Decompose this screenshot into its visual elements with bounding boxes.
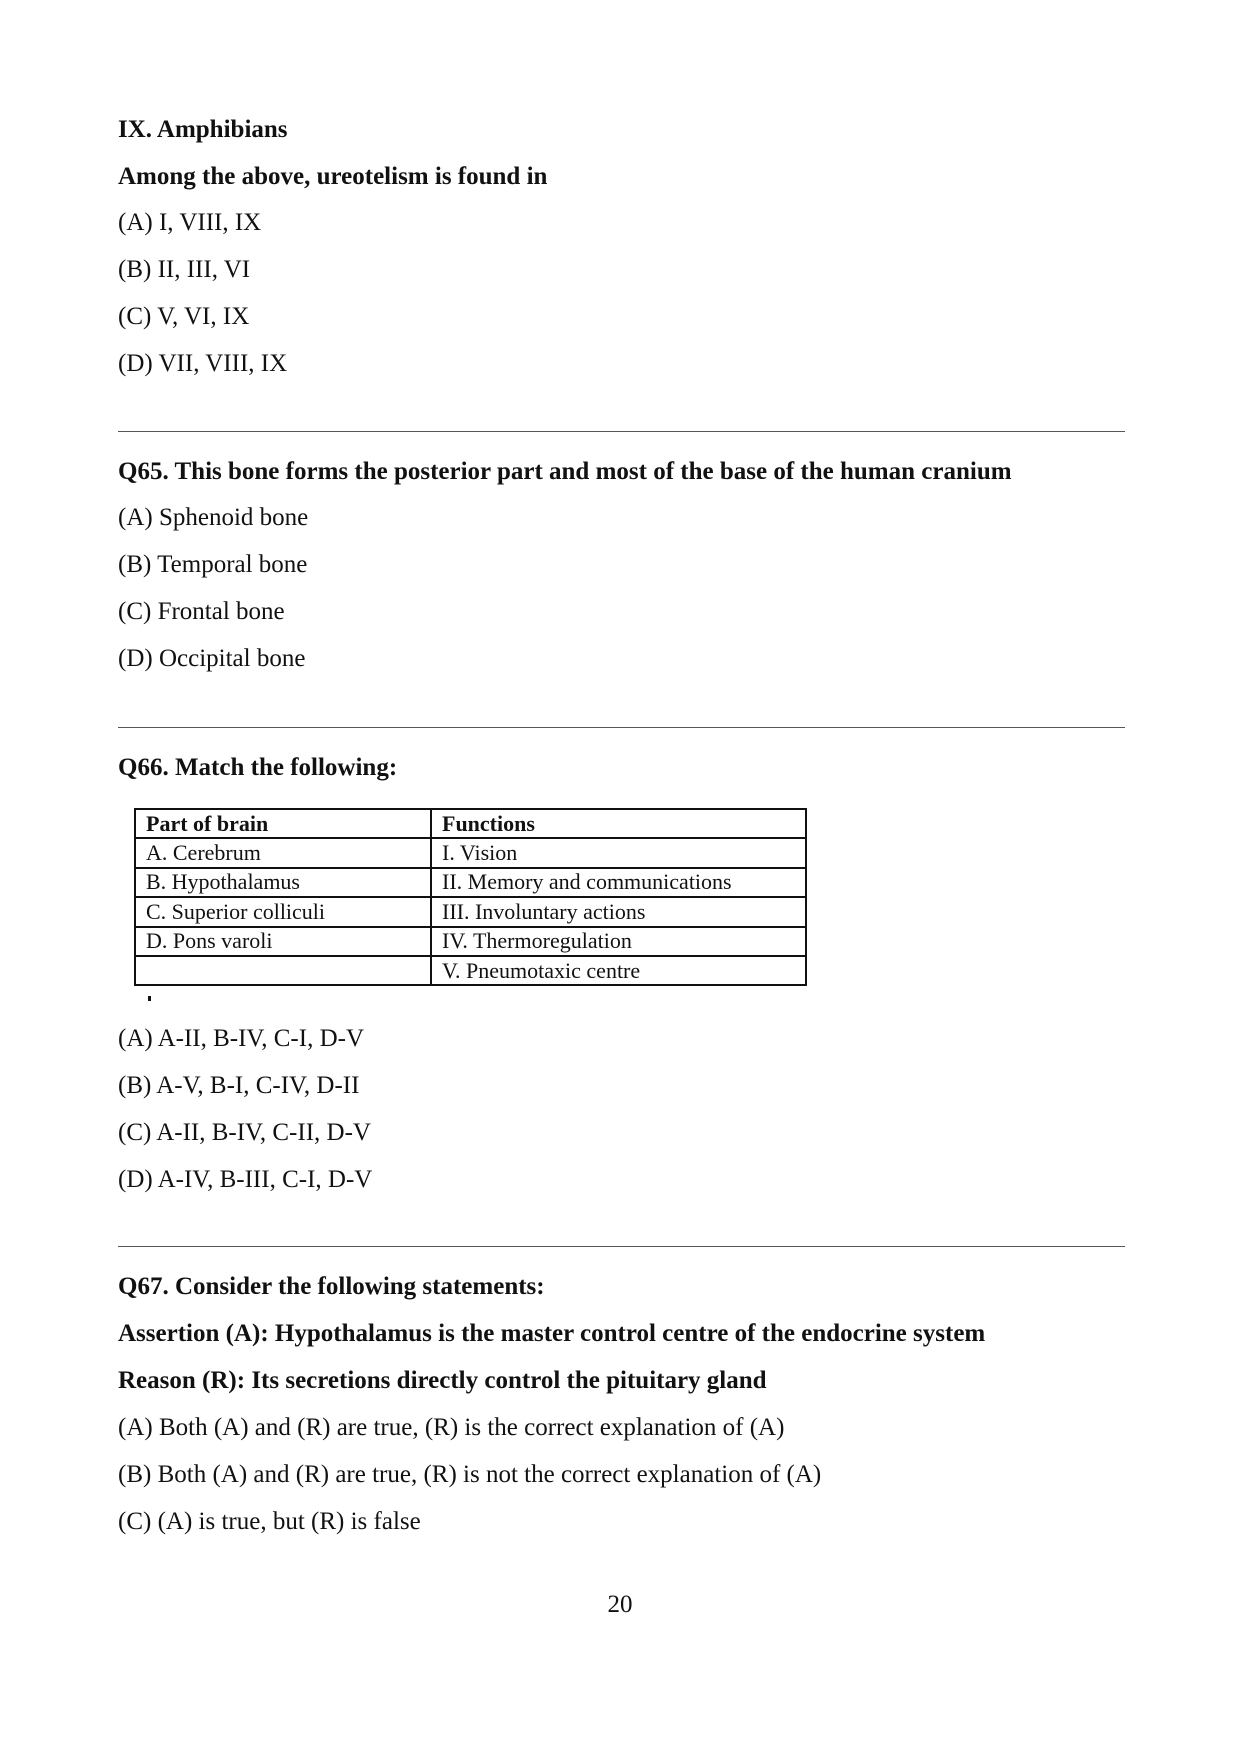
table-cell: II. Memory and communications <box>431 868 806 897</box>
table-row <box>135 897 806 926</box>
table-cell: I. Vision <box>431 838 806 867</box>
q64-option-a: (A) I, VIII, IX <box>118 209 262 236</box>
q64-last-item: IX. Amphibians <box>118 116 288 143</box>
q67-reason: Reason (R): Its secretions directly control the pituitary gland <box>118 1367 767 1394</box>
q67-option-a: (A) Both (A) and (R) are true, (R) is the correct explanation of (A) <box>118 1414 785 1441</box>
table-cell: IV. Thermoregulation <box>431 927 806 956</box>
table-cell: D. Pons varoli <box>135 927 431 956</box>
q65-option-c: (C) Frontal bone <box>118 598 285 625</box>
q64-option-c: (C) V, VI, IX <box>118 303 250 330</box>
q64-prompt: Among the above, ureotelism is found in <box>118 163 548 190</box>
q67-option-b: (B) Both (A) and (R) are true, (R) is not the correct explanation of (A) <box>118 1461 822 1488</box>
table-row <box>135 838 806 867</box>
table-cell: B. Hypothalamus <box>135 868 431 897</box>
q65-option-b: (B) Temporal bone <box>118 551 308 578</box>
page-number: 20 <box>607 1591 633 1618</box>
divider <box>118 431 1125 432</box>
q64-option-d: (D) VII, VIII, IX <box>118 350 288 377</box>
q66-question: Q66. Match the following: <box>118 754 398 781</box>
q66-option-d: (D) A-IV, B-III, C-I, D-V <box>118 1166 373 1193</box>
q66-option-a: (A) A-II, B-IV, C-I, D-V <box>118 1025 365 1052</box>
table-cell: III. Involuntary actions <box>431 897 806 926</box>
q67-option-c: (C) (A) is true, but (R) is false <box>118 1508 421 1535</box>
q65-option-d: (D) Occipital bone <box>118 645 306 672</box>
table-header-functions: Functions <box>431 809 806 838</box>
table-cell: A. Cerebrum <box>135 838 431 867</box>
q66-option-b: (B) A-V, B-I, C-IV, D-II <box>118 1072 360 1099</box>
divider <box>118 727 1125 728</box>
scan-mark <box>148 996 151 1001</box>
table-cell <box>135 956 431 985</box>
table-header-part: Part of brain <box>135 809 431 838</box>
q65-option-a: (A) Sphenoid bone <box>118 504 309 531</box>
table-row <box>135 956 806 985</box>
q64-option-b: (B) II, III, VI <box>118 256 251 283</box>
q67-assertion: Assertion (A): Hypothalamus is the master control centre of the endocrine system <box>118 1320 986 1347</box>
q67-question: Q67. Consider the following statements: <box>118 1273 545 1300</box>
match-table <box>134 808 807 986</box>
table-row <box>135 868 806 897</box>
divider <box>118 1246 1125 1247</box>
table-row <box>135 927 806 956</box>
table-header-row <box>135 809 806 838</box>
q66-option-c: (C) A-II, B-IV, C-II, D-V <box>118 1119 371 1146</box>
table-cell: C. Superior colliculi <box>135 897 431 926</box>
table-cell: V. Pneumotaxic centre <box>431 956 806 985</box>
q65-question: Q65. This bone forms the posterior part and most of the base of the human cranium <box>118 458 1012 485</box>
